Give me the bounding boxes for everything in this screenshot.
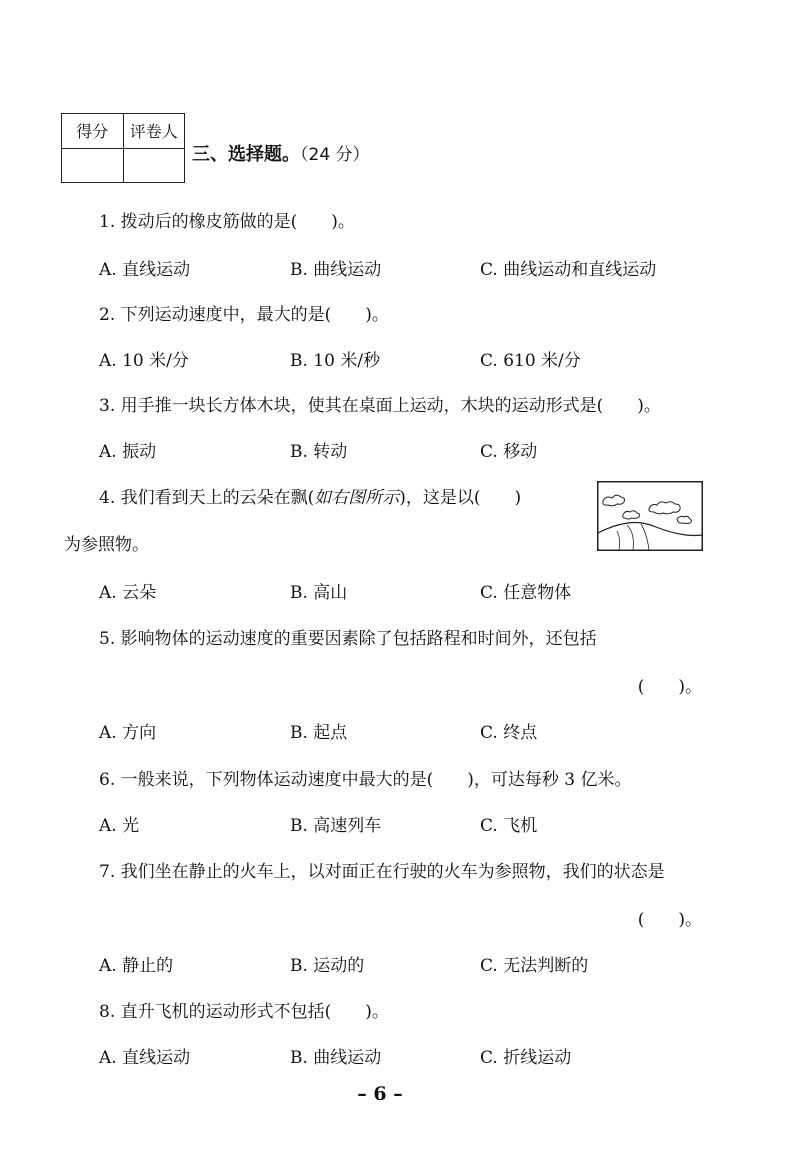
q8-option-a[interactable]: A. 直线运动 bbox=[99, 1048, 191, 1068]
q1-option-b[interactable]: B. 曲线运动 bbox=[290, 260, 382, 280]
q3-option-c[interactable]: C. 移动 bbox=[480, 442, 538, 462]
question-3: 3. 用手推一块长方体木块，使其在桌面上运动，木块的运动形式是( )。 bbox=[99, 396, 661, 416]
q4-option-a[interactable]: A. 云朵 bbox=[99, 583, 157, 603]
section-points: （24 分） bbox=[300, 145, 370, 165]
clouds-mountain-picture bbox=[597, 481, 703, 551]
grader-header: 评卷人 bbox=[123, 114, 185, 149]
section-title-text: 三、选择题。 bbox=[192, 144, 300, 165]
q5-answer-blank[interactable]: ( )。 bbox=[637, 677, 702, 697]
q5-option-a[interactable]: A. 方向 bbox=[99, 723, 157, 743]
page-number: – 6 – bbox=[357, 1083, 403, 1105]
q5-option-c[interactable]: C. 终点 bbox=[480, 723, 538, 743]
score-cell[interactable] bbox=[62, 148, 124, 183]
q2-option-a[interactable]: A. 10 米/分 bbox=[99, 351, 189, 371]
q6-option-c[interactable]: C. 飞机 bbox=[480, 816, 538, 836]
question-4-continued: 为参照物。 bbox=[64, 535, 149, 555]
q1-option-c[interactable]: C. 曲线运动和直线运动 bbox=[480, 260, 657, 280]
q4-option-b[interactable]: B. 高山 bbox=[290, 583, 348, 603]
grader-cell[interactable] bbox=[123, 148, 185, 183]
score-table bbox=[61, 113, 185, 183]
question-2: 2. 下列运动速度中，最大的是( )。 bbox=[99, 305, 389, 325]
q3-option-b[interactable]: B. 转动 bbox=[290, 442, 348, 462]
q7-option-a[interactable]: A. 静止的 bbox=[99, 956, 174, 976]
q8-option-b[interactable]: B. 曲线运动 bbox=[290, 1048, 382, 1068]
q6-option-b[interactable]: B. 高速列车 bbox=[290, 816, 382, 836]
q3-option-a[interactable]: A. 振动 bbox=[99, 442, 157, 462]
q6-option-a[interactable]: A. 光 bbox=[99, 816, 140, 836]
q1-option-a[interactable]: A. 直线运动 bbox=[99, 260, 191, 280]
q8-option-c[interactable]: C. 折线运动 bbox=[480, 1048, 572, 1068]
score-header: 得分 bbox=[62, 114, 124, 149]
q7-answer-blank[interactable]: ( )。 bbox=[637, 910, 702, 930]
q4-text-a: 4. 我们看到天上的云朵在飘( bbox=[99, 488, 315, 508]
q4-text-b: )，这是以( ) bbox=[399, 488, 522, 508]
q7-option-b[interactable]: B. 运动的 bbox=[290, 956, 365, 976]
q7-option-c[interactable]: C. 无法判断的 bbox=[480, 956, 589, 976]
question-7: 7. 我们坐在静止的火车上，以对面正在行驶的火车为参照物，我们的状态是 bbox=[99, 862, 665, 882]
q5-option-b[interactable]: B. 起点 bbox=[290, 723, 348, 743]
q4-text-italic: 如右图所示 bbox=[314, 488, 400, 508]
q2-option-b[interactable]: B. 10 米/秒 bbox=[290, 351, 381, 371]
question-6: 6. 一般来说，下列物体运动速度中最大的是( )，可达每秒 3 亿米。 bbox=[99, 770, 632, 790]
question-1: 1. 拨动后的橡皮筋做的是( )。 bbox=[99, 212, 355, 232]
q4-option-c[interactable]: C. 任意物体 bbox=[480, 583, 572, 603]
question-8: 8. 直升飞机的运动形式不包括( )。 bbox=[99, 1002, 389, 1022]
question-5: 5. 影响物体的运动速度的重要因素除了包括路程和时间外，还包括 bbox=[99, 629, 597, 649]
q2-option-c[interactable]: C. 610 米/分 bbox=[480, 351, 581, 371]
question-4 bbox=[99, 483, 521, 508]
section-title bbox=[192, 140, 370, 166]
